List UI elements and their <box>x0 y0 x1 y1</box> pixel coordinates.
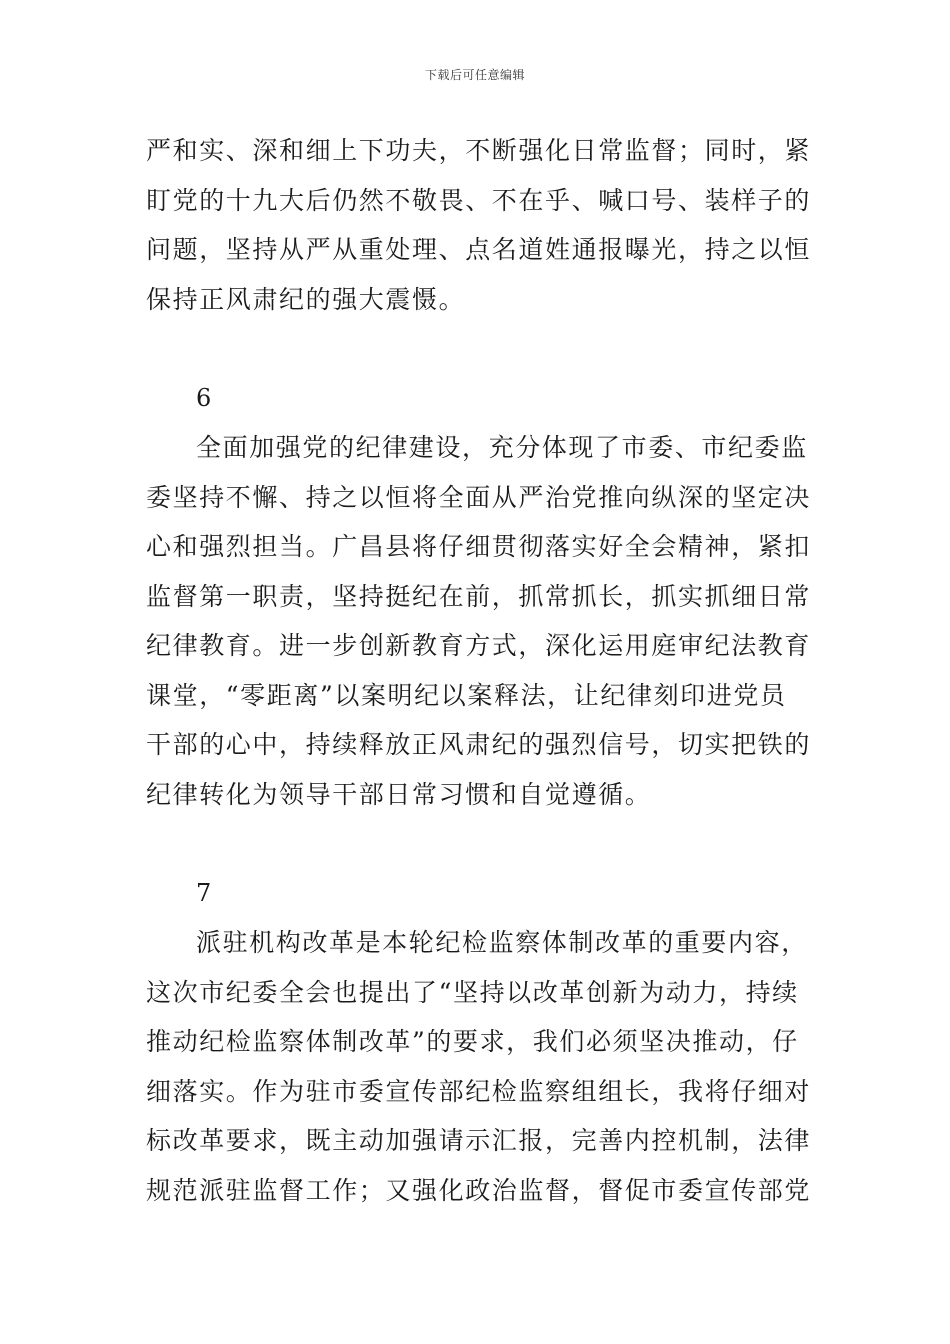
page-header: 下载后可任意编辑 <box>424 68 525 82</box>
text-line: 这次市纪委全会也提出了“坚持以改革创新为动力，持续 <box>146 977 799 1007</box>
text-line: 干部的心中，持续释放正风肃纪的强烈信号，切实把铁的 <box>146 730 812 759</box>
text-line: 监督第一职责，坚持挺纪在前，抓常抓长，抓实抓细日常 <box>146 581 812 611</box>
text-line: 标改革要求，既主动加强请示汇报，完善内控机制，法律 <box>146 1126 812 1155</box>
text-line: 保持正风肃纪的强大震慑。 <box>146 284 466 314</box>
paragraph-gap <box>146 819 810 869</box>
text-line: 细落实。作为驻市委宣传部纪检监察组组长，我将仔细对 <box>146 1076 812 1106</box>
text-line: 推动纪检监察体制改革”的要求，我们必须坚决推动，仔 <box>146 1027 799 1056</box>
text-line: 纪律教育。进一步创新教育方式，深化运用庭审纪法教育 <box>146 631 812 660</box>
text-line: 严和实、深和细上下功夫，不断强化日常监督；同时，紧 <box>146 136 812 165</box>
text-line: 全面加强党的纪律建设，充分体现了市委、市纪委监 <box>196 433 808 462</box>
section-number-6: 6 <box>196 383 212 412</box>
document-body <box>146 126 810 1215</box>
text-line: 问题，坚持从严从重处理、点名道姓通报曝光，持之以恒 <box>146 235 812 264</box>
text-line: 心和强烈担当。广昌县将仔细贯彻落实好全会精神，紧扣 <box>146 532 812 561</box>
paragraph-continuation <box>146 126 810 324</box>
section-number-7: 7 <box>196 878 212 907</box>
text-line: 课堂，“零距离”以案明纪以案释法，让纪律刻印进党员 <box>146 680 787 710</box>
text-line: 委坚持不懈、持之以恒将全面从严治党推向纵深的坚定决 <box>146 482 812 512</box>
paragraph-section-6 <box>146 423 810 819</box>
text-line: 派驻机构改革是本轮纪检监察体制改革的重要内容， <box>196 928 808 957</box>
text-line: 盯党的十九大后仍然不敬畏、不在乎、喊口号、装样子的 <box>146 185 812 215</box>
paragraph-section-7 <box>146 918 810 1215</box>
text-line: 纪律转化为领导干部日常习惯和自觉遵循。 <box>146 779 652 809</box>
paragraph-gap <box>146 324 810 374</box>
text-line: 规范派驻监督工作；又强化政治监督，督促市委宣传部党 <box>146 1175 812 1205</box>
